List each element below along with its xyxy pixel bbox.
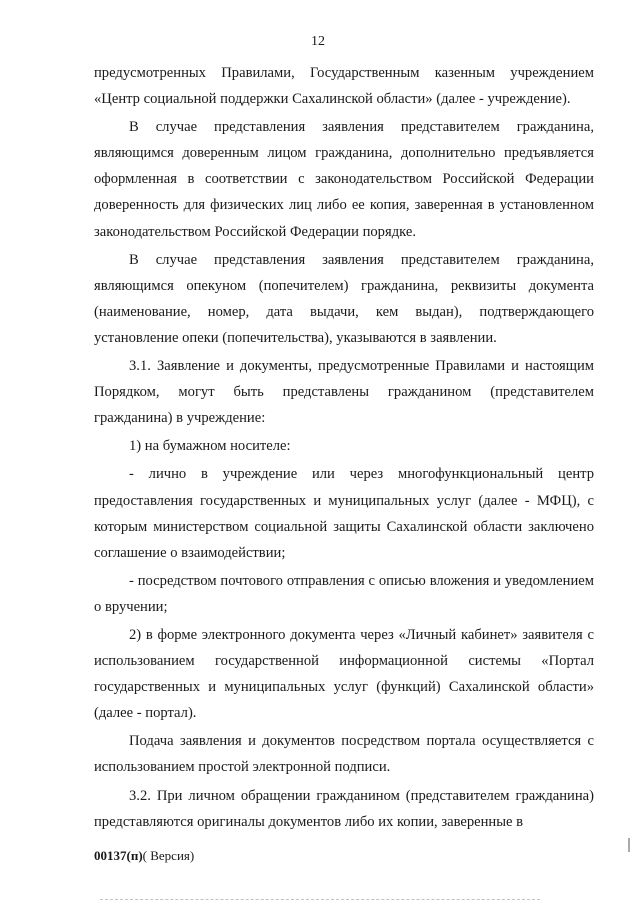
paragraph-4: 3.1. Заявление и документы, предусмотренные Правилами и настоящим Порядком, могут быть представлены гражданином (представителем гражданина) в учреждение: — [94, 358, 594, 427]
paragraph-9: Подача заявления и документов посредством портала осуществляется с использованием простой электронной подписи. — [94, 733, 594, 776]
scan-artifact-line — [100, 899, 540, 901]
paragraph-5: 1) на бумажном носителе: — [129, 438, 291, 455]
paragraph-7: - посредством почтового отправления с описью вложения и уведомлением о вручении; — [94, 572, 594, 615]
footer-version: ( Версия) — [142, 848, 195, 863]
paragraph-1: предусмотренных Правилами, Государственным казенным учреждением «Центр социальной поддержки Сахалинской области» (далее - учреждение). — [94, 65, 594, 108]
scan-artifact-mark — [628, 838, 630, 852]
paragraph-10: 3.2. При личном обращении гражданином (представителем гражданина) представляются оригиналы документов либо их копии, заверенные в — [94, 787, 594, 830]
paragraph-3: В случае представления заявления представителем гражданина, являющимся опекуном (попечителем) гражданина, реквизиты документа (наименование, номер, дата выдачи, кем выдан), подтверждающего установление опеки (попечительства), указываются в заявлении. — [94, 251, 594, 346]
footer-code: 00137(п) — [94, 848, 143, 863]
page-number: 12 — [311, 34, 325, 49]
paragraph-6: - лично в учреждение или через многофункциональный центр предоставления государственных и муниципальных услуг (далее - МФЦ), с которым министерством социальной защиты Сахалинской области заключено соглашение о взаимодействии; — [94, 466, 594, 561]
paragraph-2: В случае представления заявления представителем гражданина, являющимся доверенным лицом гражданина, дополнительно предъявляется оформленная в соответствии с законодательством Российской Федерации доверенность для физических лиц либо ее копия, заверенная в установленном законодательством Российской Федерации порядке. — [94, 119, 594, 240]
document-body — [94, 60, 594, 835]
paragraph-8: 2) в форме электронного документа через «Личный кабинет» заявителя с использованием государственной информационной системы «Портал государственных и муниципальных услуг (функций) Сахалинской области» (далее - портал). — [94, 626, 594, 722]
document-footer — [94, 848, 194, 864]
